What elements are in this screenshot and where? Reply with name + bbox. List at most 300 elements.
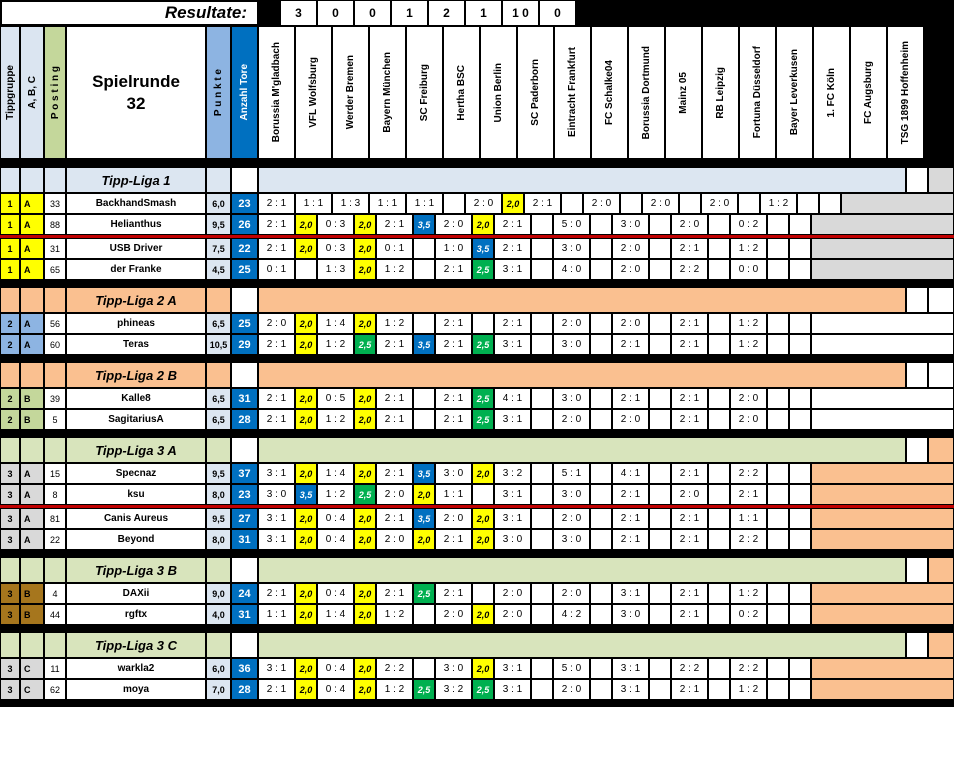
cell-punktwert: 2,0 (295, 313, 317, 334)
title-pad-post (44, 632, 66, 658)
header-team-11 (665, 26, 702, 159)
cell-end-white (789, 388, 811, 409)
cell-punktwert (590, 463, 612, 484)
cell-punktwert (413, 409, 435, 430)
cell-tore: 23 (231, 193, 258, 214)
cell-player-name: Canis Aureus (66, 508, 206, 529)
cell-punkte: 4,0 (206, 604, 231, 625)
title-pad-grp (0, 287, 20, 313)
results-strip (0, 0, 954, 26)
header-abc (20, 26, 44, 159)
result-value: 1 0 (502, 0, 539, 26)
league-band (258, 437, 906, 463)
cell-tipp: 1 : 4 (317, 313, 354, 334)
cell-tipp: 3 : 1 (612, 658, 649, 679)
cell-punktwert: 3,5 (413, 214, 435, 235)
cell-tippgruppe: 2 (0, 409, 20, 430)
cell-punktwert (767, 658, 789, 679)
cell-punktwert (590, 604, 612, 625)
cell-end-color (811, 658, 954, 679)
title-pad-post (44, 167, 66, 193)
cell-tipp: 4 : 0 (553, 259, 590, 280)
header-team-3 (369, 26, 406, 159)
table-row (0, 463, 954, 484)
header-team-4-label: SC Freiburg (419, 63, 430, 122)
cell-tipp: 5 : 0 (553, 214, 590, 235)
header-team-5 (443, 26, 480, 159)
cell-tipp: 2 : 0 (553, 409, 590, 430)
cell-tipp: 2 : 1 (494, 313, 531, 334)
cell-end-white (789, 214, 811, 235)
title-pad-grp (0, 632, 20, 658)
cell-tipp: 3 : 1 (494, 409, 531, 430)
section-separator (0, 625, 954, 632)
cell-punktwert (590, 508, 612, 529)
cell-punktwert: 2,0 (354, 463, 376, 484)
cell-tipp: 0 : 4 (317, 508, 354, 529)
cell-end-color (841, 193, 954, 214)
cell-tipp: 1 : 1 (295, 193, 332, 214)
cell-tipp: 2 : 0 (553, 508, 590, 529)
header-team-13 (739, 26, 776, 159)
cell-posting: 88 (44, 214, 66, 235)
title-pad-grp (0, 437, 20, 463)
cell-player-name: ksu (66, 484, 206, 505)
cell-punktwert: 2,0 (354, 238, 376, 259)
cell-tipp: 1 : 2 (730, 583, 767, 604)
cell-tippgruppe: 3 (0, 679, 20, 700)
cell-punktwert (531, 658, 553, 679)
cell-tipp: 2 : 0 (612, 409, 649, 430)
league-end-white (906, 632, 928, 658)
cell-tipp: 3 : 2 (494, 463, 531, 484)
cell-player-name: SagitariusA (66, 409, 206, 430)
cell-tipp: 0 : 3 (317, 214, 354, 235)
cell-tipp: 2 : 2 (730, 529, 767, 550)
cell-punktwert (767, 484, 789, 505)
table-row (0, 679, 954, 700)
cell-end-color (811, 583, 954, 604)
cell-tore: 36 (231, 658, 258, 679)
cell-tipp: 3 : 0 (553, 529, 590, 550)
cell-punktwert: 2,0 (472, 463, 494, 484)
table-row (0, 334, 954, 355)
table-row (0, 214, 954, 235)
cell-player-name: phineas (66, 313, 206, 334)
cell-tipp: 2 : 0 (553, 679, 590, 700)
cell-punktwert: 2,0 (472, 214, 494, 235)
cell-punktwert (708, 658, 730, 679)
cell-punktwert (708, 409, 730, 430)
cell-end-white (789, 463, 811, 484)
cell-tore: 29 (231, 334, 258, 355)
header-team-7-label: SC Paderborn (530, 59, 541, 126)
title-pad-tore (231, 437, 258, 463)
cell-punktwert (590, 214, 612, 235)
header-tippgruppe (0, 26, 20, 159)
title-pad-abc (20, 632, 44, 658)
cell-abc: A (20, 334, 44, 355)
cell-punktwert: 2,0 (472, 658, 494, 679)
cell-tipp: 3 : 0 (612, 604, 649, 625)
cell-punktwert: 2,0 (295, 508, 317, 529)
table-row (0, 388, 954, 409)
cell-punktwert: 2,0 (295, 214, 317, 235)
cell-punktwert: 3,5 (413, 463, 435, 484)
cell-posting: 11 (44, 658, 66, 679)
cell-tipp: 2 : 1 (376, 409, 413, 430)
header-posting-label: P o s t i n g (49, 65, 61, 120)
cell-punktwert (708, 529, 730, 550)
cell-punkte: 8,0 (206, 529, 231, 550)
cell-punkte: 6,5 (206, 313, 231, 334)
title-pad-pkt (206, 287, 231, 313)
cell-punktwert (590, 679, 612, 700)
cell-tipp: 1 : 4 (317, 604, 354, 625)
cell-tipp: 3 : 1 (494, 679, 531, 700)
cell-punktwert (767, 583, 789, 604)
cell-posting: 33 (44, 193, 66, 214)
cell-tipp: 3 : 1 (612, 679, 649, 700)
cell-punktwert (531, 529, 553, 550)
cell-tipp: 2 : 2 (376, 658, 413, 679)
header-team-2 (332, 26, 369, 159)
cell-punktwert (767, 604, 789, 625)
table-row (0, 508, 954, 529)
league-end-color (928, 632, 954, 658)
cell-punktwert (649, 484, 671, 505)
cell-tipp: 3 : 0 (553, 334, 590, 355)
cell-tipp: 0 : 0 (730, 259, 767, 280)
cell-posting: 44 (44, 604, 66, 625)
cell-punktwert: 3,5 (413, 334, 435, 355)
cell-punktwert (590, 529, 612, 550)
header-team-13-label: Fortuna Düsseldorf (752, 46, 763, 139)
round-title: Spielrunde (92, 72, 180, 92)
league-band (258, 557, 906, 583)
title-pad-grp (0, 557, 20, 583)
cell-punktwert: 2,0 (472, 604, 494, 625)
cell-tipp: 0 : 2 (730, 214, 767, 235)
cell-tipp: 1 : 2 (376, 313, 413, 334)
league-end-white (906, 557, 928, 583)
cell-tippgruppe: 3 (0, 463, 20, 484)
result-value: 0 (539, 0, 576, 26)
header-team-8 (554, 26, 591, 159)
cell-abc: A (20, 193, 44, 214)
cell-punktwert (649, 679, 671, 700)
cell-tippgruppe: 3 (0, 508, 20, 529)
cell-end-white (789, 679, 811, 700)
cell-tipp: 2 : 1 (671, 238, 708, 259)
cell-punktwert: 2,0 (472, 508, 494, 529)
cell-punktwert: 3,5 (413, 508, 435, 529)
cell-punktwert (708, 604, 730, 625)
cell-punktwert (531, 238, 553, 259)
cell-end-color (811, 259, 954, 280)
cell-punktwert (472, 313, 494, 334)
cell-punktwert (708, 484, 730, 505)
header-round (66, 26, 206, 159)
table-row (0, 313, 954, 334)
league-title-row (0, 437, 954, 463)
table-row (0, 484, 954, 505)
cell-tipp: 0 : 4 (317, 679, 354, 700)
cell-end-color (811, 508, 954, 529)
cell-tipp: 1 : 2 (376, 604, 413, 625)
cell-punktwert: 2,0 (413, 484, 435, 505)
section-separator (0, 430, 954, 437)
title-pad-pkt (206, 362, 231, 388)
cell-punktwert: 2,5 (472, 409, 494, 430)
cell-tipp: 1 : 2 (730, 238, 767, 259)
results-tail (576, 0, 954, 26)
cell-tipp: 2 : 1 (376, 214, 413, 235)
cell-tipp: 2 : 1 (376, 388, 413, 409)
cell-tippgruppe: 3 (0, 583, 20, 604)
league-title-row (0, 167, 954, 193)
header-team-11-label: Mainz 05 (678, 71, 689, 114)
cell-punktwert: 2,0 (354, 508, 376, 529)
cell-punktwert: 2,5 (472, 679, 494, 700)
header-team-17 (887, 26, 924, 159)
cell-player-name: der Franke (66, 259, 206, 280)
header-punkte-label: P u n k t e (213, 68, 224, 117)
table-row (0, 238, 954, 259)
cell-tippgruppe: 1 (0, 259, 20, 280)
cell-tipp: 2 : 0 (376, 529, 413, 550)
cell-tipp: 2 : 1 (376, 463, 413, 484)
cell-tore: 37 (231, 463, 258, 484)
cell-punktwert (413, 238, 435, 259)
cell-punktwert (413, 259, 435, 280)
cell-tipp: 2 : 2 (730, 658, 767, 679)
cell-tipp: 1 : 0 (435, 238, 472, 259)
title-pad-post (44, 362, 66, 388)
cell-tipp: 1 : 3 (332, 193, 369, 214)
cell-tipp: 2 : 0 (258, 313, 295, 334)
cell-tipp: 3 : 0 (612, 214, 649, 235)
title-pad-grp (0, 362, 20, 388)
cell-punktwert (590, 484, 612, 505)
cell-end-color (811, 334, 954, 355)
cell-punktwert (708, 679, 730, 700)
cell-punktwert: 2,0 (354, 259, 376, 280)
cell-punktwert: 2,0 (354, 658, 376, 679)
cell-tipp: 2 : 0 (494, 583, 531, 604)
cell-tipp: 2 : 1 (612, 529, 649, 550)
spacer-black (258, 0, 280, 26)
title-pad-tore (231, 557, 258, 583)
cell-tipp: 2 : 0 (435, 214, 472, 235)
cell-punktwert (797, 193, 819, 214)
cell-punktwert: 2,0 (295, 658, 317, 679)
cell-punktwert: 3,5 (295, 484, 317, 505)
table-row (0, 259, 954, 280)
cell-punktwert: 3,5 (472, 238, 494, 259)
cell-punkte: 6,5 (206, 409, 231, 430)
cell-end-color (811, 604, 954, 625)
cell-punktwert (531, 604, 553, 625)
cell-tipp: 2 : 1 (671, 409, 708, 430)
cell-tipp: 2 : 1 (435, 529, 472, 550)
cell-tipp: 2 : 0 (612, 259, 649, 280)
cell-tipp: 3 : 1 (494, 259, 531, 280)
header-team-17-label: TSG 1899 Hoffenheim (900, 40, 911, 145)
cell-end-white (789, 658, 811, 679)
league-end-color (928, 167, 954, 193)
header-team-3-label: Bayern München (382, 52, 393, 133)
cell-end-color (811, 388, 954, 409)
cell-punktwert (590, 409, 612, 430)
cell-punktwert (590, 388, 612, 409)
cell-tipp: 3 : 0 (435, 463, 472, 484)
cell-tore: 26 (231, 214, 258, 235)
cell-punktwert: 2,0 (354, 604, 376, 625)
cell-tipp: 2 : 0 (701, 193, 738, 214)
title-pad-pkt (206, 167, 231, 193)
header-team-16 (850, 26, 887, 159)
header-tore-label: Anzahl Tore (239, 64, 250, 121)
cell-tipp: 2 : 1 (435, 388, 472, 409)
cell-player-name: warkla2 (66, 658, 206, 679)
cell-tipp: 4 : 1 (612, 463, 649, 484)
cell-tipp: 3 : 0 (494, 529, 531, 550)
cell-tipp: 3 : 1 (258, 508, 295, 529)
cell-punktwert (649, 409, 671, 430)
cell-tipp: 3 : 1 (258, 529, 295, 550)
cell-abc: B (20, 388, 44, 409)
cell-tipp: 1 : 2 (317, 334, 354, 355)
cell-posting: 31 (44, 238, 66, 259)
cell-punktwert (649, 604, 671, 625)
cell-tippgruppe: 3 (0, 658, 20, 679)
cell-punktwert (708, 508, 730, 529)
league-end-color (928, 362, 954, 388)
title-pad-pkt (206, 557, 231, 583)
header-abc-label: A, B, C (26, 76, 38, 109)
header-team-6 (480, 26, 517, 159)
cell-punktwert (708, 313, 730, 334)
cell-tipp: 3 : 0 (553, 238, 590, 259)
cell-punktwert (767, 238, 789, 259)
cell-punktwert (649, 463, 671, 484)
table-row (0, 604, 954, 625)
cell-tipp: 2 : 0 (730, 388, 767, 409)
cell-punktwert (590, 238, 612, 259)
header-team-6-label: Union Berlin (493, 62, 504, 123)
cell-tipp: 2 : 1 (524, 193, 561, 214)
header-team-0 (258, 26, 295, 159)
cell-tipp: 2 : 1 (671, 334, 708, 355)
cell-tipp: 3 : 0 (258, 484, 295, 505)
league-end-color (928, 437, 954, 463)
cell-tipp: 2 : 1 (612, 334, 649, 355)
cell-punktwert: 2,5 (354, 334, 376, 355)
cell-abc: A (20, 508, 44, 529)
title-pad-pkt (206, 437, 231, 463)
cell-tipp: 1 : 2 (376, 679, 413, 700)
cell-abc: B (20, 409, 44, 430)
title-pad-abc (20, 437, 44, 463)
cell-punkte: 9,5 (206, 508, 231, 529)
table-row (0, 658, 954, 679)
cell-tipp: 2 : 1 (671, 604, 708, 625)
cell-punktwert: 2,5 (354, 484, 376, 505)
cell-tipp: 0 : 4 (317, 583, 354, 604)
cell-punktwert: 2,0 (295, 463, 317, 484)
cell-end-white (819, 193, 841, 214)
header-team-7 (517, 26, 554, 159)
cell-punktwert (413, 388, 435, 409)
cell-tipp: 3 : 1 (494, 334, 531, 355)
cell-end-white (789, 409, 811, 430)
cell-punktwert (708, 583, 730, 604)
cell-punktwert: 2,5 (472, 334, 494, 355)
cell-posting: 60 (44, 334, 66, 355)
cell-punktwert: 2,0 (413, 529, 435, 550)
cell-punktwert (590, 334, 612, 355)
cell-posting: 81 (44, 508, 66, 529)
cell-punktwert (590, 259, 612, 280)
cell-tipp: 2 : 1 (494, 238, 531, 259)
cell-tipp: 2 : 1 (612, 388, 649, 409)
cell-tipp: 2 : 1 (258, 583, 295, 604)
cell-punktwert (767, 214, 789, 235)
cell-tipp: 2 : 1 (258, 409, 295, 430)
cell-punkte: 9,0 (206, 583, 231, 604)
cell-tipp: 2 : 0 (730, 409, 767, 430)
cell-punktwert (472, 583, 494, 604)
cell-punktwert (708, 214, 730, 235)
cell-punktwert (649, 334, 671, 355)
cell-punktwert (649, 529, 671, 550)
cell-punkte: 10,5 (206, 334, 231, 355)
cell-punktwert (649, 313, 671, 334)
table-row (0, 529, 954, 550)
cell-tipp: 3 : 0 (553, 484, 590, 505)
cell-punktwert (649, 238, 671, 259)
cell-tipp: 3 : 0 (435, 658, 472, 679)
cell-tipp: 0 : 2 (730, 604, 767, 625)
league-end-color (928, 287, 954, 313)
header-posting (44, 26, 66, 159)
section-separator (0, 700, 954, 707)
title-pad-abc (20, 362, 44, 388)
cell-punktwert (531, 214, 553, 235)
cell-tipp: 2 : 2 (671, 658, 708, 679)
cell-punkte: 9,5 (206, 214, 231, 235)
cell-tippgruppe: 1 (0, 238, 20, 259)
cell-tipp: 0 : 3 (317, 238, 354, 259)
cell-punktwert: 2,0 (354, 409, 376, 430)
cell-punktwert (620, 193, 642, 214)
cell-tipp: 2 : 1 (612, 508, 649, 529)
cell-tipp: 0 : 5 (317, 388, 354, 409)
table-header (0, 26, 954, 159)
cell-posting: 22 (44, 529, 66, 550)
cell-punkte: 8,0 (206, 484, 231, 505)
header-tippgruppe-label: Tippgruppe (4, 65, 16, 120)
league-end-white (906, 167, 928, 193)
cell-tore: 25 (231, 313, 258, 334)
cell-tipp: 3 : 1 (494, 508, 531, 529)
table-row (0, 583, 954, 604)
cell-punktwert (590, 658, 612, 679)
cell-abc: A (20, 313, 44, 334)
cell-punktwert (531, 583, 553, 604)
cell-punkte: 9,5 (206, 463, 231, 484)
